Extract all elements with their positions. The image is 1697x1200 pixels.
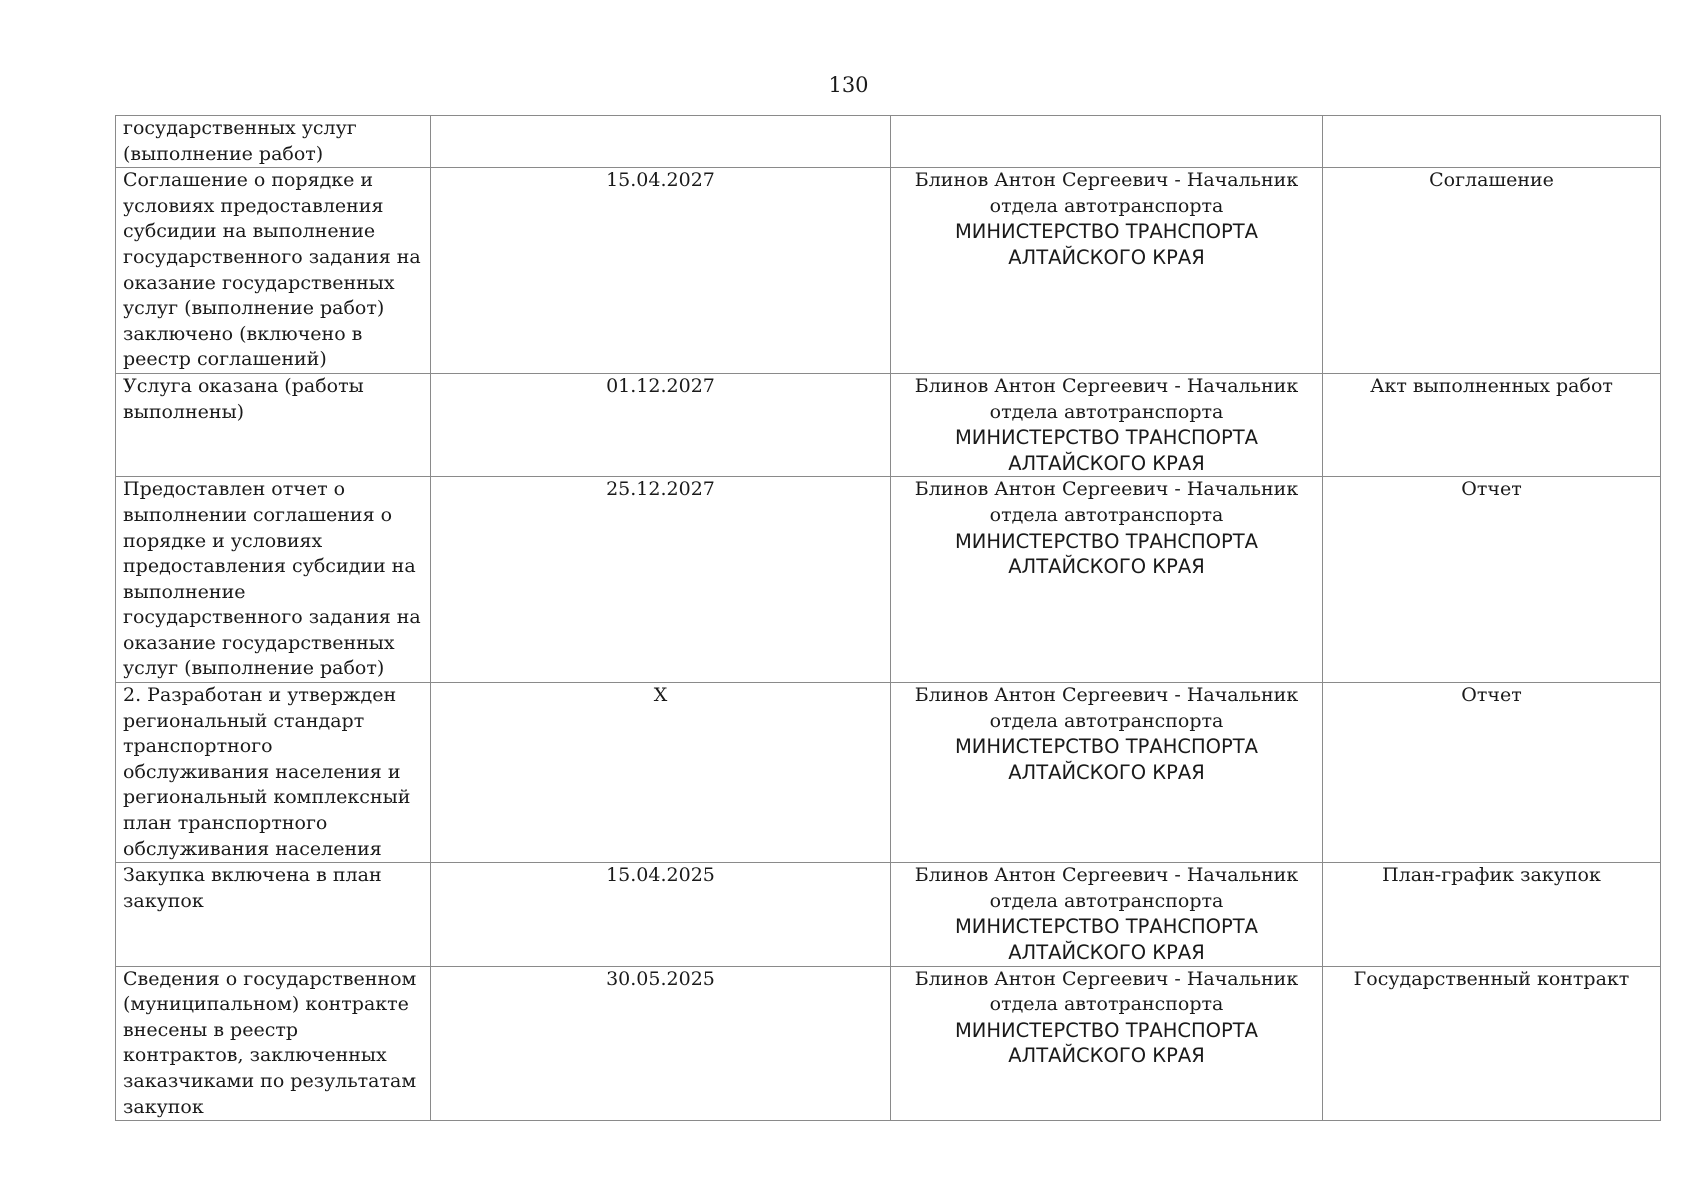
responsible-cell: [891, 168, 1323, 374]
responsible-org-line1: МИНИСТЕРСТВО ТРАНСПОРТА: [954, 426, 1259, 450]
responsible-position: отдела автотранспорта: [989, 993, 1224, 1016]
responsible-position: отдела автотранспорта: [989, 503, 1224, 526]
responsible-org-line2: АЛТАЙСКОГО КРАЯ: [1008, 941, 1205, 964]
responsible-org-line1: МИНИСТЕРСТВО ТРАНСПОРТА: [954, 529, 1259, 553]
document-cell: Отчет: [1323, 477, 1661, 683]
document-cell: Соглашение: [1323, 168, 1661, 374]
page-number: 130: [828, 73, 869, 97]
event-cell: Закупка включена в план закупок: [116, 863, 431, 966]
responsible-cell: [891, 116, 1323, 168]
event-cell: Сведения о государственном (муниципальном) контракте внесены в реестр контрактов, заключенных заказчиками по результатам закупок: [116, 966, 431, 1121]
date-cell: X: [431, 683, 891, 863]
table-row: [116, 966, 1661, 1121]
document-cell: [1323, 116, 1661, 168]
responsible-person: Блинов Антон Сергеевич - Начальник: [914, 967, 1299, 990]
responsible-position: отдела автотранспорта: [989, 709, 1224, 732]
responsible-org-line1: МИНИСТЕРСТВО ТРАНСПОРТА: [954, 1018, 1259, 1042]
responsible-cell: [891, 373, 1323, 476]
date-cell: 30.05.2025: [431, 966, 891, 1121]
date-cell: 01.12.2027: [431, 373, 891, 476]
responsible-org-line1: МИНИСТЕРСТВО ТРАНСПОРТА: [954, 735, 1259, 759]
table-row: [116, 373, 1661, 476]
date-cell: 25.12.2027: [431, 477, 891, 683]
table-row: [116, 863, 1661, 966]
responsible-person: Блинов Антон Сергеевич - Начальник: [914, 374, 1299, 397]
responsible-org-line2: АЛТАЙСКОГО КРАЯ: [1008, 1044, 1205, 1068]
responsible-position: отдела автотранспорта: [989, 194, 1224, 217]
document-cell: Государственный контракт: [1323, 966, 1661, 1121]
document-cell: Отчет: [1323, 683, 1661, 863]
responsible-org-line2: АЛТАЙСКОГО КРАЯ: [1008, 245, 1205, 269]
table-row: [116, 477, 1661, 683]
date-cell: 15.04.2027: [431, 168, 891, 374]
table-body: [116, 116, 1661, 1121]
table-row: [116, 168, 1661, 374]
responsible-cell: [891, 863, 1323, 966]
event-cell: Услуга оказана (работы выполнены): [116, 373, 431, 476]
responsible-person: Блинов Антон Сергеевич - Начальник: [914, 169, 1299, 192]
control-points-table: [115, 115, 1661, 1121]
table-row: [116, 683, 1661, 863]
event-cell: государственных услуг (выполнение работ): [116, 116, 431, 168]
document-cell: Акт выполненных работ: [1323, 373, 1661, 476]
responsible-person: Блинов Антон Сергеевич - Начальник: [914, 478, 1299, 501]
responsible-person: Блинов Антон Сергеевич - Начальник: [914, 684, 1299, 707]
date-cell: [431, 116, 891, 168]
responsible-org-line1: МИНИСТЕРСТВО ТРАНСПОРТА: [954, 220, 1259, 244]
responsible-position: отдела автотранспорта: [989, 889, 1224, 912]
table-row: [116, 116, 1661, 168]
date-cell: 15.04.2025: [431, 863, 891, 966]
document-cell: План-график закупок: [1323, 863, 1661, 966]
responsible-cell: [891, 477, 1323, 683]
responsible-cell: [891, 966, 1323, 1121]
event-cell: Предоставлен отчет о выполнении соглашения о порядке и условиях предоставления субсидии на выполнение государственного задания на оказание государственных услуг (выполнение работ): [116, 477, 431, 683]
responsible-cell: [891, 683, 1323, 863]
responsible-position: отдела автотранспорта: [989, 400, 1224, 423]
responsible-org-line1: МИНИСТЕРСТВО ТРАНСПОРТА: [954, 915, 1259, 939]
responsible-person: Блинов Антон Сергеевич - Начальник: [914, 864, 1299, 887]
event-cell: Соглашение о порядке и условиях предоставления субсидии на выполнение государственного задания на оказание государственных услуг (выполнение работ) заключено (включено в реестр соглашений): [116, 168, 431, 374]
responsible-org-line2: АЛТАЙСКОГО КРАЯ: [1008, 760, 1205, 784]
responsible-org-line2: АЛТАЙСКОГО КРАЯ: [1008, 451, 1205, 475]
responsible-org-line2: АЛТАЙСКОГО КРАЯ: [1008, 555, 1205, 579]
event-cell: 2. Разработан и утвержден региональный стандарт транспортного обслуживания населения и региональный комплексный план транспортного обслуживания населения: [116, 683, 431, 863]
